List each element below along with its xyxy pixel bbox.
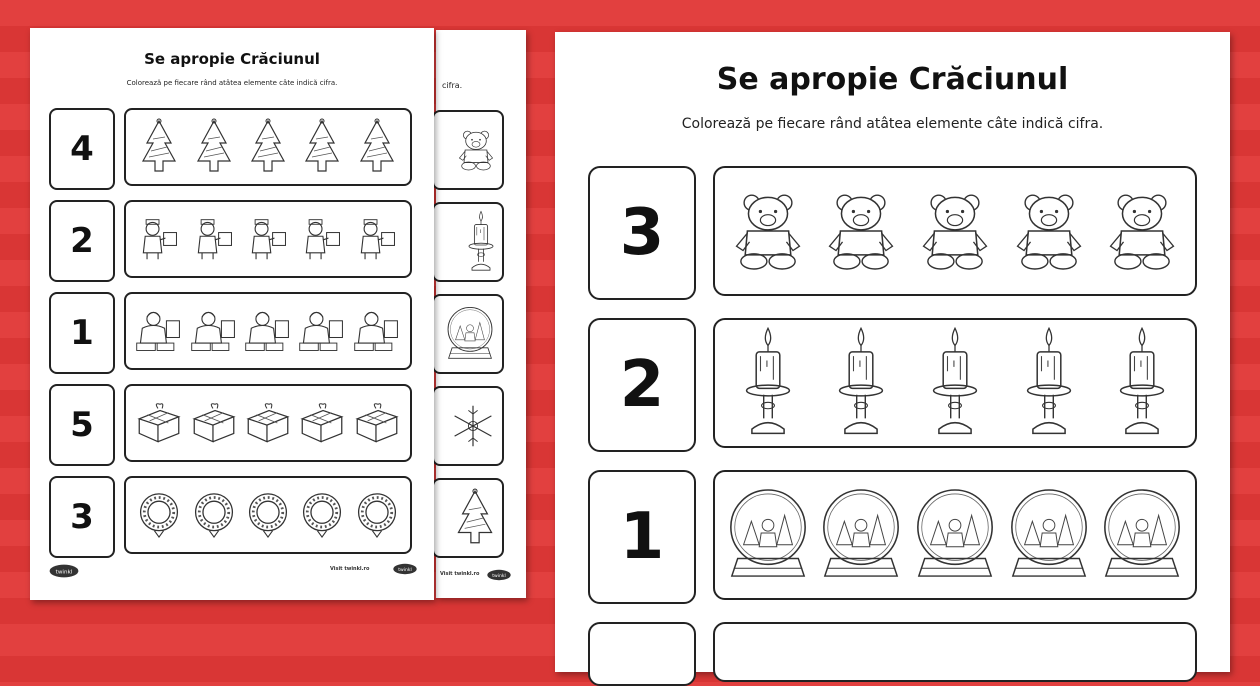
front-footer-text: Visit twinkl.ro bbox=[330, 566, 370, 572]
gift-box-icon bbox=[133, 402, 185, 444]
row-picture-box bbox=[713, 470, 1197, 600]
row-number-box bbox=[49, 200, 115, 282]
teddy-bear-icon bbox=[456, 126, 496, 174]
row-number-box bbox=[49, 476, 115, 558]
row-number: 4 bbox=[70, 129, 94, 169]
wreath-icon bbox=[136, 489, 182, 541]
teddy-bear-icon bbox=[730, 181, 806, 281]
back-worksheet-page bbox=[436, 30, 526, 598]
row-picture-box bbox=[124, 476, 412, 554]
row-picture-box bbox=[124, 384, 412, 462]
candle-icon bbox=[1114, 324, 1170, 442]
large-worksheet-page bbox=[555, 32, 1230, 672]
twinkl-logo-icon bbox=[48, 563, 80, 579]
gift-box-icon bbox=[188, 402, 240, 444]
back-picture-box bbox=[432, 478, 504, 558]
wreath-icon bbox=[299, 489, 345, 541]
snow-globe-icon bbox=[1098, 485, 1186, 585]
santa-icon bbox=[133, 307, 185, 355]
tree-icon bbox=[248, 117, 288, 177]
santa-icon bbox=[296, 307, 348, 355]
row-number: 1 bbox=[619, 500, 665, 574]
santa-icon bbox=[242, 307, 294, 355]
twinkl-logo-icon bbox=[392, 562, 418, 576]
candle-icon bbox=[927, 324, 983, 442]
candle-icon bbox=[466, 209, 496, 275]
teddy-bear-icon bbox=[823, 181, 899, 281]
row-picture-box bbox=[124, 108, 412, 186]
back-picture-box bbox=[432, 202, 504, 282]
snow-globe-icon bbox=[724, 485, 812, 585]
candle-icon bbox=[833, 324, 889, 442]
front-sheet-title: Se apropie Crăciunul bbox=[144, 50, 320, 68]
nutcracker-icon bbox=[136, 216, 182, 262]
row-number-box bbox=[49, 108, 115, 190]
nutcracker-icon bbox=[299, 216, 345, 262]
wreath-icon bbox=[354, 489, 400, 541]
candle-icon bbox=[1021, 324, 1077, 442]
snow-globe-icon bbox=[817, 485, 905, 585]
row-picture-box bbox=[713, 622, 1197, 682]
row-picture-box bbox=[713, 166, 1197, 296]
tree-icon bbox=[454, 487, 496, 549]
gift-box-icon bbox=[242, 402, 294, 444]
row-number: 1 bbox=[70, 313, 94, 353]
back-picture-box bbox=[432, 294, 504, 374]
row-number-box bbox=[588, 622, 696, 686]
snow-globe-icon bbox=[1005, 485, 1093, 585]
back-footer-text: Visit twinkl.ro bbox=[440, 571, 480, 577]
row-number: 5 bbox=[70, 405, 94, 445]
large-sheet-subtitle: Colorează pe fiecare rând atâtea elemente câte indică cifra. bbox=[681, 116, 1104, 132]
teddy-bear-icon bbox=[1104, 181, 1180, 281]
row-number: 2 bbox=[619, 348, 665, 422]
tree-icon bbox=[194, 117, 234, 177]
snow-globe-icon bbox=[911, 485, 999, 585]
row-number-box bbox=[588, 166, 696, 300]
nutcracker-icon bbox=[245, 216, 291, 262]
row-picture-box bbox=[124, 292, 412, 370]
snowflake-icon bbox=[450, 403, 496, 449]
back-picture-box bbox=[432, 110, 504, 190]
candle-icon bbox=[740, 324, 796, 442]
back-picture-box bbox=[432, 386, 504, 466]
santa-icon bbox=[188, 307, 240, 355]
nutcracker-icon bbox=[191, 216, 237, 262]
tree-icon bbox=[302, 117, 342, 177]
front-worksheet-page bbox=[30, 28, 434, 600]
row-number-box bbox=[49, 384, 115, 466]
row-number: 3 bbox=[619, 196, 665, 270]
row-number-box bbox=[588, 470, 696, 604]
tree-icon bbox=[357, 117, 397, 177]
tree-icon bbox=[139, 117, 179, 177]
twinkl-logo-icon bbox=[486, 568, 512, 582]
santa-icon bbox=[351, 307, 403, 355]
snow-globe-icon bbox=[444, 305, 496, 363]
row-picture-box bbox=[124, 200, 412, 278]
row-picture-box bbox=[713, 318, 1197, 448]
front-sheet-subtitle: Colorează pe fiecare rând atâtea elemente câte indică cifra. bbox=[126, 79, 338, 87]
wreath-icon bbox=[191, 489, 237, 541]
gift-box-icon bbox=[296, 402, 348, 444]
row-number-box bbox=[588, 318, 696, 452]
row-number-box bbox=[49, 292, 115, 374]
nutcracker-icon bbox=[354, 216, 400, 262]
row-number: 2 bbox=[70, 221, 94, 261]
teddy-bear-icon bbox=[917, 181, 993, 281]
row-number: 3 bbox=[70, 497, 94, 537]
back-sheet-subtitle-fragment: cifra. bbox=[442, 81, 463, 90]
gift-box-icon bbox=[351, 402, 403, 444]
teddy-bear-icon bbox=[1011, 181, 1087, 281]
wreath-icon bbox=[245, 489, 291, 541]
large-sheet-title: Se apropie Crăciunul bbox=[716, 62, 1069, 97]
